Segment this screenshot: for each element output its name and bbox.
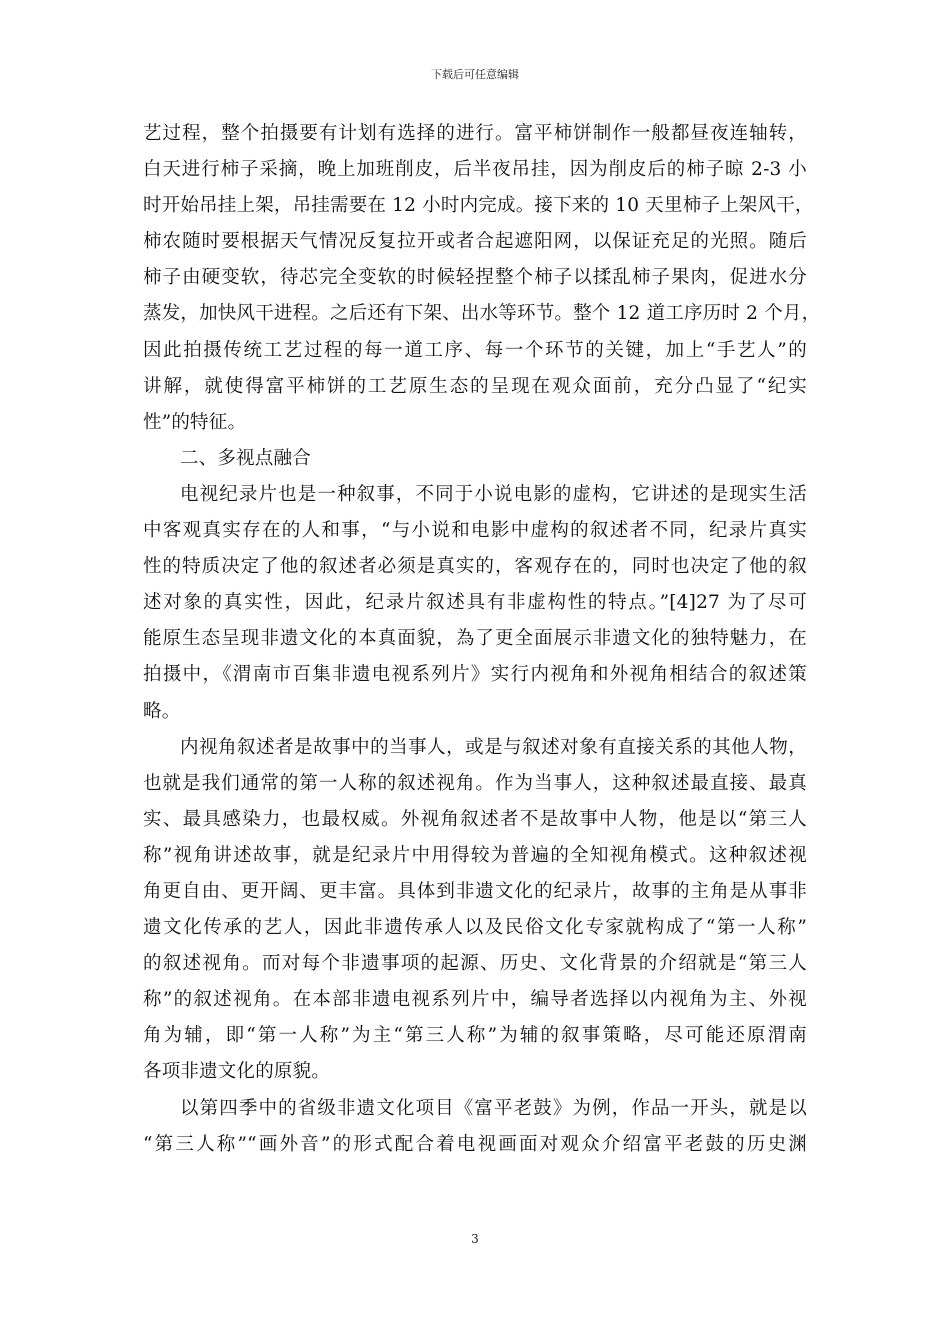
text-line: 因此拍摄传统工艺过程的每一道工序、每一个环节的关键，加上“手艺人”的 <box>143 339 807 361</box>
text-line: 艺过程，整个拍摄要有计划有选择的进行。富平柿饼制作一般都昼夜连轴转， <box>143 123 807 144</box>
text-line: 实、最具感染力，也最权威。外视角叙述者不是故事中人物，他是以“第三人 <box>143 808 807 830</box>
text-line: 角为辅，即“第一人称”为主“第三人称”为辅的叙事策略，尽可能还原渭南 <box>143 1025 807 1047</box>
text-line: 的叙述视角。而对每个非遗事项的起源、历史、文化背景的介绍就是“第三人 <box>143 953 807 975</box>
page-body <box>143 116 821 1163</box>
text-line: 各项非遗文化的原貌。 <box>143 1061 331 1083</box>
text-line: 时开始吊挂上架，吊挂需要在 12 小时内完成。接下来的 10 天里柿子上架风干， <box>143 195 814 217</box>
text-line: 称”视角讲述故事，就是纪录片中用得较为普遍的全知视角模式。这种叙述视 <box>143 844 807 866</box>
text-line: 中客观真实存在的人和事，“与小说和电影中虚构的叙述者不同，纪录片真实 <box>143 520 807 542</box>
section-heading: 二、多视点融合 <box>180 447 311 469</box>
page-header: 下载后可任意编辑 <box>431 68 519 81</box>
text-line: 性”的特征。 <box>143 411 247 433</box>
text-line: 电视纪录片也是一种叙事，不同于小说电影的虚构，它讲述的是现实生活 <box>180 483 807 505</box>
text-line: 白天进行柿子采摘，晚上加班削皮，后半夜吊挂，因为削皮后的柿子晾 2-3 小 <box>143 159 807 181</box>
text-line: 角更自由、更开阔、更丰富。具体到非遗文化的纪录片，故事的主角是从事非 <box>143 880 807 902</box>
text-line: 以第四季中的省级非遗文化项目《富平老鼓》为例，作品一开头，就是以 <box>180 1097 807 1119</box>
text-line: 述对象的真实性，因此，纪录片叙述具有非虚构性的特点。”[4]27 为了尽可 <box>143 592 807 614</box>
text-line: 也就是我们通常的第一人称的叙述视角。作为当事人，这种叙述最直接、最真 <box>143 772 807 794</box>
text-line: 性的特质决定了他的叙述者必须是真实的，客观存在的，同时也决定了他的叙 <box>143 556 807 578</box>
text-line: “第三人称”“画外音”的形式配合着电视画面对观众介绍富平老鼓的历史渊 <box>143 1133 807 1155</box>
text-line: 柿农随时要根据天气情况反复拉开或者合起遮阳网，以保证充足的光照。随后 <box>143 231 807 253</box>
text-line: 柿子由硬变软，待芯完全变软的时候轻捏整个柿子以揉乱柿子果肉，促进水分 <box>143 267 807 289</box>
text-line: 能原生态呈现非遗文化的本真面貌，為了更全面展示非遗文化的独特魅力，在 <box>143 628 807 650</box>
text-line: 略。 <box>143 700 181 722</box>
text-line: 内视角叙述者是故事中的当事人，或是与叙述对象有直接关系的其他人物， <box>180 736 807 758</box>
text-line: 遗文化传承的艺人，因此非遗传承人以及民俗文化专家就构成了“第一人称” <box>143 917 807 939</box>
text-line: 拍摄中，《渭南市百集非遗电视系列片》实行内视角和外视角相结合的叙述策 <box>143 664 807 686</box>
page-number: 3 <box>471 1232 479 1246</box>
text-line: 称”的叙述视角。在本部非遗电视系列片中，编导者选择以内视角为主、外视 <box>143 989 807 1011</box>
text-line: 蒸发，加快风干进程。之后还有下架、出水等环节。整个 12 道工序历时 2 个月， <box>143 303 821 325</box>
text-line: 讲解，就使得富平柿饼的工艺原生态的呈现在观众面前，充分凸显了“纪实 <box>143 375 807 397</box>
